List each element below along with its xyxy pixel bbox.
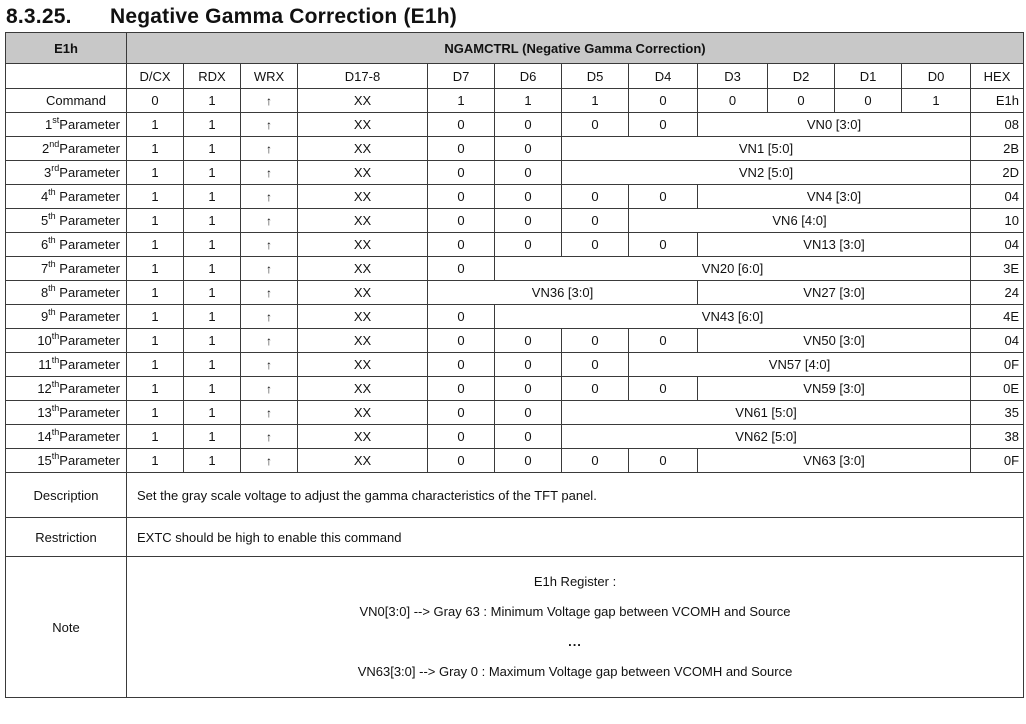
param-suffix: rd: [51, 163, 60, 173]
command-row: [6, 89, 1024, 113]
column-header-d5: D5: [562, 64, 629, 89]
param-word: Parameter: [55, 309, 120, 324]
rdx-cell: 1: [184, 449, 241, 473]
rdx-cell: 1: [184, 305, 241, 329]
note-line: VN63[3:0] --> Gray 0 : Maximum Voltage gap between VCOMH and Source: [357, 664, 793, 679]
bit-d6: 0: [495, 137, 562, 161]
parameter-row: [6, 329, 1024, 353]
table-header-row: [6, 33, 1024, 64]
field-cell: VN57 [4:0]: [629, 353, 971, 377]
d17-8-cell: XX: [298, 377, 428, 401]
bit-d1: 0: [835, 89, 902, 113]
dcx-cell: 1: [127, 353, 184, 377]
hex-cell: 04: [971, 329, 1024, 353]
bit-d5: 0: [562, 209, 629, 233]
param-word: Parameter: [59, 357, 120, 372]
row-label: [6, 209, 127, 233]
d17-8-cell: XX: [298, 113, 428, 137]
wrx-cell: ↑: [241, 425, 298, 449]
param-number: 4: [40, 189, 49, 204]
bit-d6: 0: [495, 449, 562, 473]
param-number: 12: [37, 381, 52, 396]
param-word: Parameter: [59, 453, 120, 468]
field-cell: VN6 [4:0]: [629, 209, 971, 233]
rdx-cell: 1: [184, 425, 241, 449]
bit-d4: 0: [629, 185, 698, 209]
column-header-d6: D6: [495, 64, 562, 89]
param-word: Parameter: [59, 141, 120, 156]
hex-cell: 04: [971, 185, 1024, 209]
param-suffix: th: [48, 283, 56, 293]
note-line: VN0[3:0] --> Gray 63 : Minimum Voltage gap between VCOMH and Source: [359, 604, 791, 619]
bit-d6: 0: [495, 329, 562, 353]
parameter-row: [6, 425, 1024, 449]
param-number: 11: [38, 357, 52, 372]
field-cell: VN20 [6:0]: [495, 257, 971, 281]
rdx-cell: 1: [184, 329, 241, 353]
column-header-d-cx: D/CX: [127, 64, 184, 89]
dcx-cell: 1: [127, 425, 184, 449]
section-title: Negative Gamma Correction (E1h): [110, 5, 457, 28]
parameter-row: [6, 137, 1024, 161]
bit-d7: 0: [428, 185, 495, 209]
param-number: 3: [44, 165, 52, 180]
rdx-cell: 1: [184, 233, 241, 257]
row-label: [6, 377, 127, 401]
param-suffix: th: [51, 331, 60, 341]
hex-cell: 0F: [971, 353, 1024, 377]
param-number: 6: [40, 237, 49, 252]
param-word: Parameter: [55, 189, 120, 204]
d17-8-cell: XX: [298, 137, 428, 161]
rdx-cell: 1: [184, 377, 241, 401]
bit-d7: 0: [428, 305, 495, 329]
param-word: Parameter: [59, 405, 120, 420]
column-header-hex: HEX: [971, 64, 1024, 89]
param-suffix: th: [51, 451, 60, 461]
d17-8-cell: XX: [298, 89, 428, 113]
section-heading: [6, 2, 457, 32]
wrx-cell: ↑: [241, 353, 298, 377]
rdx-cell: 1: [184, 185, 241, 209]
bit-d6: 0: [495, 113, 562, 137]
parameter-row: [6, 209, 1024, 233]
hex-cell: 2B: [971, 137, 1024, 161]
param-word: Parameter: [55, 261, 120, 276]
d17-8-cell: XX: [298, 353, 428, 377]
hex-cell: 04: [971, 233, 1024, 257]
wrx-cell: ↑: [241, 449, 298, 473]
wrx-cell: ↑: [241, 209, 298, 233]
bit-d7: 0: [428, 161, 495, 185]
row-label: [6, 425, 127, 449]
field-low-nibble: VN27 [3:0]: [698, 281, 971, 305]
dcx-cell: 1: [127, 233, 184, 257]
bit-d7: 0: [428, 449, 495, 473]
bit-d6: 0: [495, 233, 562, 257]
dcx-cell: 1: [127, 137, 184, 161]
wrx-cell: ↑: [241, 137, 298, 161]
column-header-d4: D4: [629, 64, 698, 89]
bit-d7: 0: [428, 113, 495, 137]
bit-d7: 0: [428, 257, 495, 281]
param-suffix: th: [48, 211, 56, 221]
wrx-cell: ↑: [241, 377, 298, 401]
row-label: [6, 353, 127, 377]
rdx-cell: 1: [184, 353, 241, 377]
note-text: [127, 557, 1024, 698]
wrx-cell: ↑: [241, 233, 298, 257]
param-word: Parameter: [55, 285, 120, 300]
bit-d6: 0: [495, 353, 562, 377]
wrx-cell: ↑: [241, 257, 298, 281]
param-suffix: th: [48, 187, 56, 197]
bit-d6: 0: [495, 425, 562, 449]
note-line: ...: [568, 634, 582, 649]
field-cell: VN43 [6:0]: [495, 305, 971, 329]
description-label: Description: [6, 473, 127, 518]
param-suffix: th: [48, 259, 56, 269]
d17-8-cell: XX: [298, 209, 428, 233]
bit-d6: 0: [495, 401, 562, 425]
row-label: [6, 137, 127, 161]
row-label: [6, 161, 127, 185]
bit-d4: 0: [629, 449, 698, 473]
command-name: NGAMCTRL (Negative Gamma Correction): [127, 33, 1024, 64]
dcx-cell: 1: [127, 377, 184, 401]
wrx-cell: ↑: [241, 401, 298, 425]
bit-d5: 0: [562, 377, 629, 401]
wrx-cell: ↑: [241, 329, 298, 353]
field-cell: VN2 [5:0]: [562, 161, 971, 185]
param-number: 1: [45, 117, 53, 132]
bit-d7: 0: [428, 401, 495, 425]
parameter-row: [6, 233, 1024, 257]
description-text: Set the gray scale voltage to adjust the gamma characteristics of the TFT panel.: [127, 473, 1024, 518]
param-word: Parameter: [59, 333, 120, 348]
parameter-row: [6, 305, 1024, 329]
wrx-cell: ↑: [241, 281, 298, 305]
field-cell: VN0 [3:0]: [698, 113, 971, 137]
param-suffix: th: [51, 403, 60, 413]
field-cell: VN13 [3:0]: [698, 233, 971, 257]
d17-8-cell: XX: [298, 185, 428, 209]
bit-d5: 0: [562, 113, 629, 137]
hex-cell: 0E: [971, 377, 1024, 401]
column-header-d7: D7: [428, 64, 495, 89]
d17-8-cell: XX: [298, 305, 428, 329]
column-header-d0: D0: [902, 64, 971, 89]
hex-cell: 4E: [971, 305, 1024, 329]
wrx-cell: ↑: [241, 185, 298, 209]
row-label: [6, 113, 127, 137]
column-header-d3: D3: [698, 64, 768, 89]
rdx-cell: 1: [184, 161, 241, 185]
column-header-d1: D1: [835, 64, 902, 89]
dcx-cell: 1: [127, 305, 184, 329]
param-suffix: th: [51, 379, 60, 389]
dcx-cell: 1: [127, 209, 184, 233]
bit-d6: 1: [495, 89, 562, 113]
bit-d4: 0: [629, 113, 698, 137]
rdx-cell: 1: [184, 281, 241, 305]
rdx-cell: 1: [184, 89, 241, 113]
bit-d6: 0: [495, 209, 562, 233]
bit-d3: 0: [698, 89, 768, 113]
wrx-cell: ↑: [241, 305, 298, 329]
param-word: Parameter: [59, 165, 120, 180]
hex-cell: 08: [971, 113, 1024, 137]
dcx-cell: 1: [127, 449, 184, 473]
note-row: [6, 557, 1024, 698]
dcx-cell: 1: [127, 113, 184, 137]
parameter-row: [6, 257, 1024, 281]
bit-d5: 0: [562, 449, 629, 473]
d17-8-cell: XX: [298, 329, 428, 353]
bit-d6: 0: [495, 377, 562, 401]
column-header-d17-8: D17-8: [298, 64, 428, 89]
parameter-row: [6, 377, 1024, 401]
bit-d4: 0: [629, 89, 698, 113]
bit-d7: 0: [428, 425, 495, 449]
param-word: Parameter: [59, 381, 120, 396]
note-label: Note: [6, 557, 127, 698]
hex-cell: 3E: [971, 257, 1024, 281]
param-word: Parameter: [55, 237, 120, 252]
bit-d6: 0: [495, 161, 562, 185]
param-number: 14: [37, 429, 52, 444]
bit-d4: 0: [629, 377, 698, 401]
rdx-cell: 1: [184, 401, 241, 425]
restriction-text: EXTC should be high to enable this command: [127, 518, 1024, 557]
param-number: 8: [40, 285, 49, 300]
bit-d7: 0: [428, 209, 495, 233]
param-number: 2: [42, 141, 50, 156]
bit-d5: 1: [562, 89, 629, 113]
bit-d5: 0: [562, 329, 629, 353]
param-number: 7: [40, 261, 49, 276]
dcx-cell: 1: [127, 329, 184, 353]
parameter-row: [6, 281, 1024, 305]
row-label: [6, 329, 127, 353]
wrx-cell: ↑: [241, 113, 298, 137]
d17-8-cell: XX: [298, 257, 428, 281]
column-header-d2: D2: [768, 64, 835, 89]
d17-8-cell: XX: [298, 281, 428, 305]
parameter-row: [6, 113, 1024, 137]
register-table: [5, 32, 1024, 698]
param-word: Parameter: [59, 117, 120, 132]
bit-d7: 1: [428, 89, 495, 113]
d17-8-cell: XX: [298, 233, 428, 257]
d17-8-cell: XX: [298, 161, 428, 185]
parameter-row: [6, 401, 1024, 425]
dcx-cell: 1: [127, 185, 184, 209]
param-number: 9: [40, 309, 49, 324]
column-header-wrx: WRX: [241, 64, 298, 89]
bit-d6: 0: [495, 185, 562, 209]
restriction-label: Restriction: [6, 518, 127, 557]
parameter-row: [6, 185, 1024, 209]
row-label: [6, 305, 127, 329]
hex-cell: 2D: [971, 161, 1024, 185]
param-suffix: nd: [49, 139, 60, 149]
row-label: [6, 233, 127, 257]
restriction-row: [6, 518, 1024, 557]
param-number: 5: [40, 213, 49, 228]
command-code: E1h: [6, 33, 127, 64]
rdx-cell: 1: [184, 209, 241, 233]
param-suffix: st: [52, 115, 60, 125]
hex-cell: 10: [971, 209, 1024, 233]
bit-d5: 0: [562, 185, 629, 209]
bit-d7: 0: [428, 233, 495, 257]
param-suffix: th: [48, 307, 56, 317]
row-label: [6, 185, 127, 209]
param-suffix: th: [51, 355, 60, 365]
dcx-cell: 1: [127, 401, 184, 425]
bit-d4: 0: [629, 329, 698, 353]
row-label: [6, 401, 127, 425]
field-cell: VN62 [5:0]: [562, 425, 971, 449]
parameter-row: [6, 353, 1024, 377]
param-number: 15: [37, 453, 52, 468]
corner-cell: [6, 64, 127, 89]
note-line: E1h Register :: [533, 574, 617, 589]
bit-d4: 0: [629, 233, 698, 257]
field-cell: VN1 [5:0]: [562, 137, 971, 161]
bit-d7: 0: [428, 353, 495, 377]
field-cell: VN50 [3:0]: [698, 329, 971, 353]
section-number: 8.3.25.: [6, 5, 72, 28]
row-label: [6, 281, 127, 305]
field-cell: VN59 [3:0]: [698, 377, 971, 401]
hex-cell: E1h: [971, 89, 1024, 113]
param-word: Parameter: [55, 213, 120, 228]
hex-cell: 24: [971, 281, 1024, 305]
bit-d7: 0: [428, 377, 495, 401]
field-cell: VN4 [3:0]: [698, 185, 971, 209]
hex-cell: 38: [971, 425, 1024, 449]
dcx-cell: 1: [127, 161, 184, 185]
param-suffix: th: [51, 427, 60, 437]
dcx-cell: 0: [127, 89, 184, 113]
field-cell: VN61 [5:0]: [562, 401, 971, 425]
bit-d0: 1: [902, 89, 971, 113]
d17-8-cell: XX: [298, 401, 428, 425]
column-header-row: [6, 64, 1024, 89]
bit-d7: 0: [428, 329, 495, 353]
d17-8-cell: XX: [298, 449, 428, 473]
parameter-row: [6, 161, 1024, 185]
param-word: Parameter: [59, 429, 120, 444]
row-label: [6, 449, 127, 473]
field-high-nibble: VN36 [3:0]: [428, 281, 698, 305]
bit-d2: 0: [768, 89, 835, 113]
hex-cell: 0F: [971, 449, 1024, 473]
column-header-rdx: RDX: [184, 64, 241, 89]
description-row: [6, 473, 1024, 518]
param-number: 10: [37, 333, 52, 348]
d17-8-cell: XX: [298, 425, 428, 449]
param-number: 13: [37, 405, 52, 420]
rdx-cell: 1: [184, 257, 241, 281]
rdx-cell: 1: [184, 113, 241, 137]
param-suffix: th: [48, 235, 56, 245]
row-label: [6, 257, 127, 281]
dcx-cell: 1: [127, 257, 184, 281]
bit-d5: 0: [562, 233, 629, 257]
dcx-cell: 1: [127, 281, 184, 305]
wrx-cell: ↑: [241, 161, 298, 185]
row-label: Command: [6, 89, 127, 113]
wrx-cell: ↑: [241, 89, 298, 113]
field-cell: VN63 [3:0]: [698, 449, 971, 473]
bit-d7: 0: [428, 137, 495, 161]
hex-cell: 35: [971, 401, 1024, 425]
bit-d5: 0: [562, 353, 629, 377]
rdx-cell: 1: [184, 137, 241, 161]
parameter-row: [6, 449, 1024, 473]
